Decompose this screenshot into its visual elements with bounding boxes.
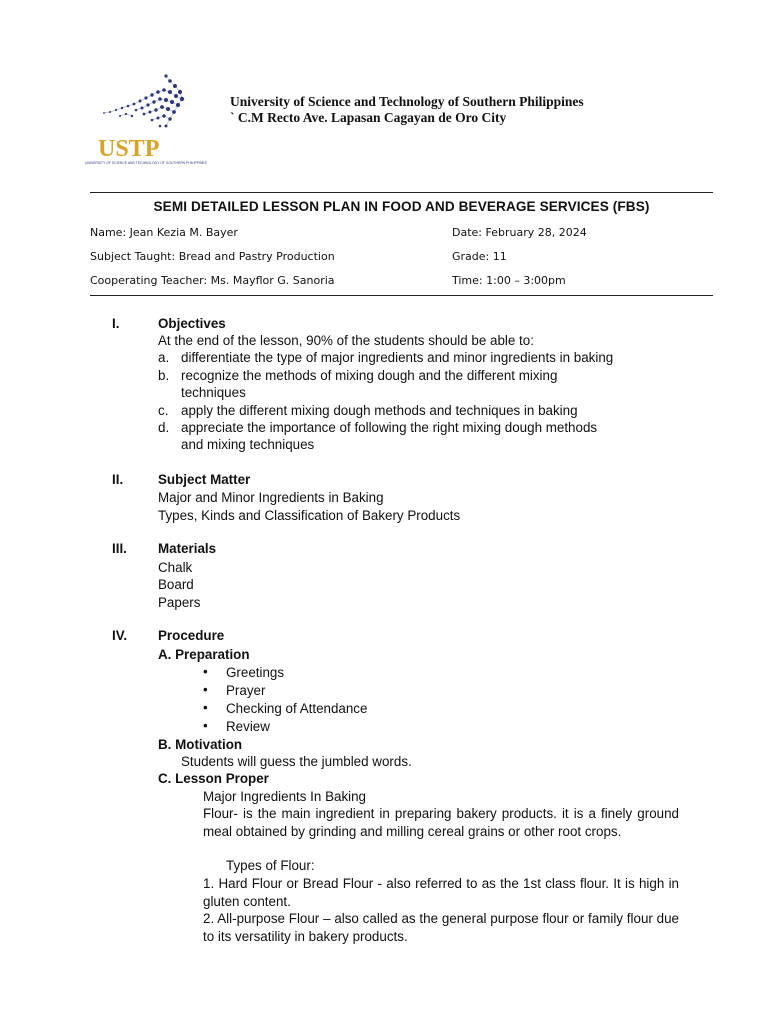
bullet-dot: • <box>203 664 208 679</box>
logo-wordmark: USTP <box>98 136 160 162</box>
bullet-dot: • <box>203 718 208 733</box>
preparation-item: Greetings <box>226 665 285 680</box>
ustp-logo-graphic <box>85 72 207 176</box>
preparation-heading: A. Preparation <box>158 647 250 662</box>
section-title-procedure: Procedure <box>158 628 225 643</box>
section-number-objectives: I. <box>112 316 120 331</box>
subject-field: Subject Taught: Bread and Pastry Production <box>90 250 335 263</box>
objective-text: appreciate the importance of following the right mixing dough methods <box>181 420 598 435</box>
bullet-dot: • <box>203 682 208 697</box>
preparation-item: Checking of Attendance <box>226 701 368 716</box>
objective-letter: b. <box>158 368 170 383</box>
time-field: Time: 1:00 – 3:00pm <box>452 274 566 287</box>
motivation-heading: B. Motivation <box>158 737 243 752</box>
section-title-subject-matter: Subject Matter <box>158 472 251 487</box>
objective-letter: c. <box>158 403 169 418</box>
top-divider <box>90 192 713 193</box>
motivation-text: Students will guess the jumbled words. <box>181 754 412 769</box>
section-number-materials: III. <box>112 541 127 556</box>
objective-letter: d. <box>158 420 170 435</box>
section-number-procedure: IV. <box>112 628 128 643</box>
bottom-divider <box>90 295 713 296</box>
objective-letter: a. <box>158 350 170 365</box>
ustp-logo <box>85 72 207 176</box>
name-field: Name: Jean Kezia M. Bayer <box>90 226 238 239</box>
teacher-field: Cooperating Teacher: Ms. Mayflor G. Sanoria <box>90 274 335 287</box>
section-title-objectives: Objectives <box>158 316 226 331</box>
objective-text-cont: techniques <box>181 385 246 400</box>
date-field: Date: February 28, 2024 <box>452 226 587 239</box>
material-item: Board <box>158 577 194 592</box>
lesson-subheading: Major Ingredients In Baking <box>203 789 367 804</box>
logo-subtext: UNIVERSITY OF SCIENCE AND TECHNOLOGY OF SOUTHERN PHILIPPINES <box>85 161 207 165</box>
flour-type-1: 1. Hard Flour or Bread Flour - also referred to as the 1st class flour. It is high in gluten content. <box>203 876 679 909</box>
flour-type-2: 2. All-purpose Flour – also called as the general purpose flour or family flour due to its versatility in bakery products. <box>203 911 679 944</box>
objective-text: recognize the methods of mixing dough and the different mixing <box>181 368 558 383</box>
university-name: University of Science and Technology of Southern Philippines <box>230 94 584 109</box>
lesson-proper-heading: C. Lesson Proper <box>158 771 269 786</box>
university-header <box>230 94 584 126</box>
objective-text: differentiate the type of major ingredients and minor ingredients in baking <box>181 350 614 365</box>
university-address: ` C.M Recto Ave. Lapasan Cagayan de Oro City <box>230 110 507 125</box>
section-number-subject-matter: II. <box>112 472 124 487</box>
preparation-item: Review <box>226 719 270 734</box>
material-item: Papers <box>158 595 201 610</box>
section-title-materials: Materials <box>158 541 217 556</box>
bullet-dot: • <box>203 700 208 715</box>
objective-text-cont: and mixing techniques <box>181 437 315 452</box>
preparation-item: Prayer <box>226 683 266 698</box>
material-item: Chalk <box>158 560 193 575</box>
objective-text: apply the different mixing dough methods and techniques in baking <box>181 403 578 418</box>
subject-matter-line: Types, Kinds and Classification of Bakery Products <box>158 508 461 523</box>
subject-matter-line: Major and Minor Ingredients in Baking <box>158 490 384 505</box>
document-title: SEMI DETAILED LESSON PLAN IN FOOD AND BEVERAGE SERVICES (FBS) <box>153 199 650 214</box>
grade-field: Grade: 11 <box>452 250 507 263</box>
flour-definition: Flour- is the main ingredient in preparing bakery products. it is a finely ground meal obtained by grinding and milling cereal grains or other root crops. <box>203 806 679 839</box>
flour-types-heading: Types of Flour: <box>226 858 315 873</box>
objectives-intro: At the end of the lesson, 90% of the students should be able to: <box>158 333 534 348</box>
